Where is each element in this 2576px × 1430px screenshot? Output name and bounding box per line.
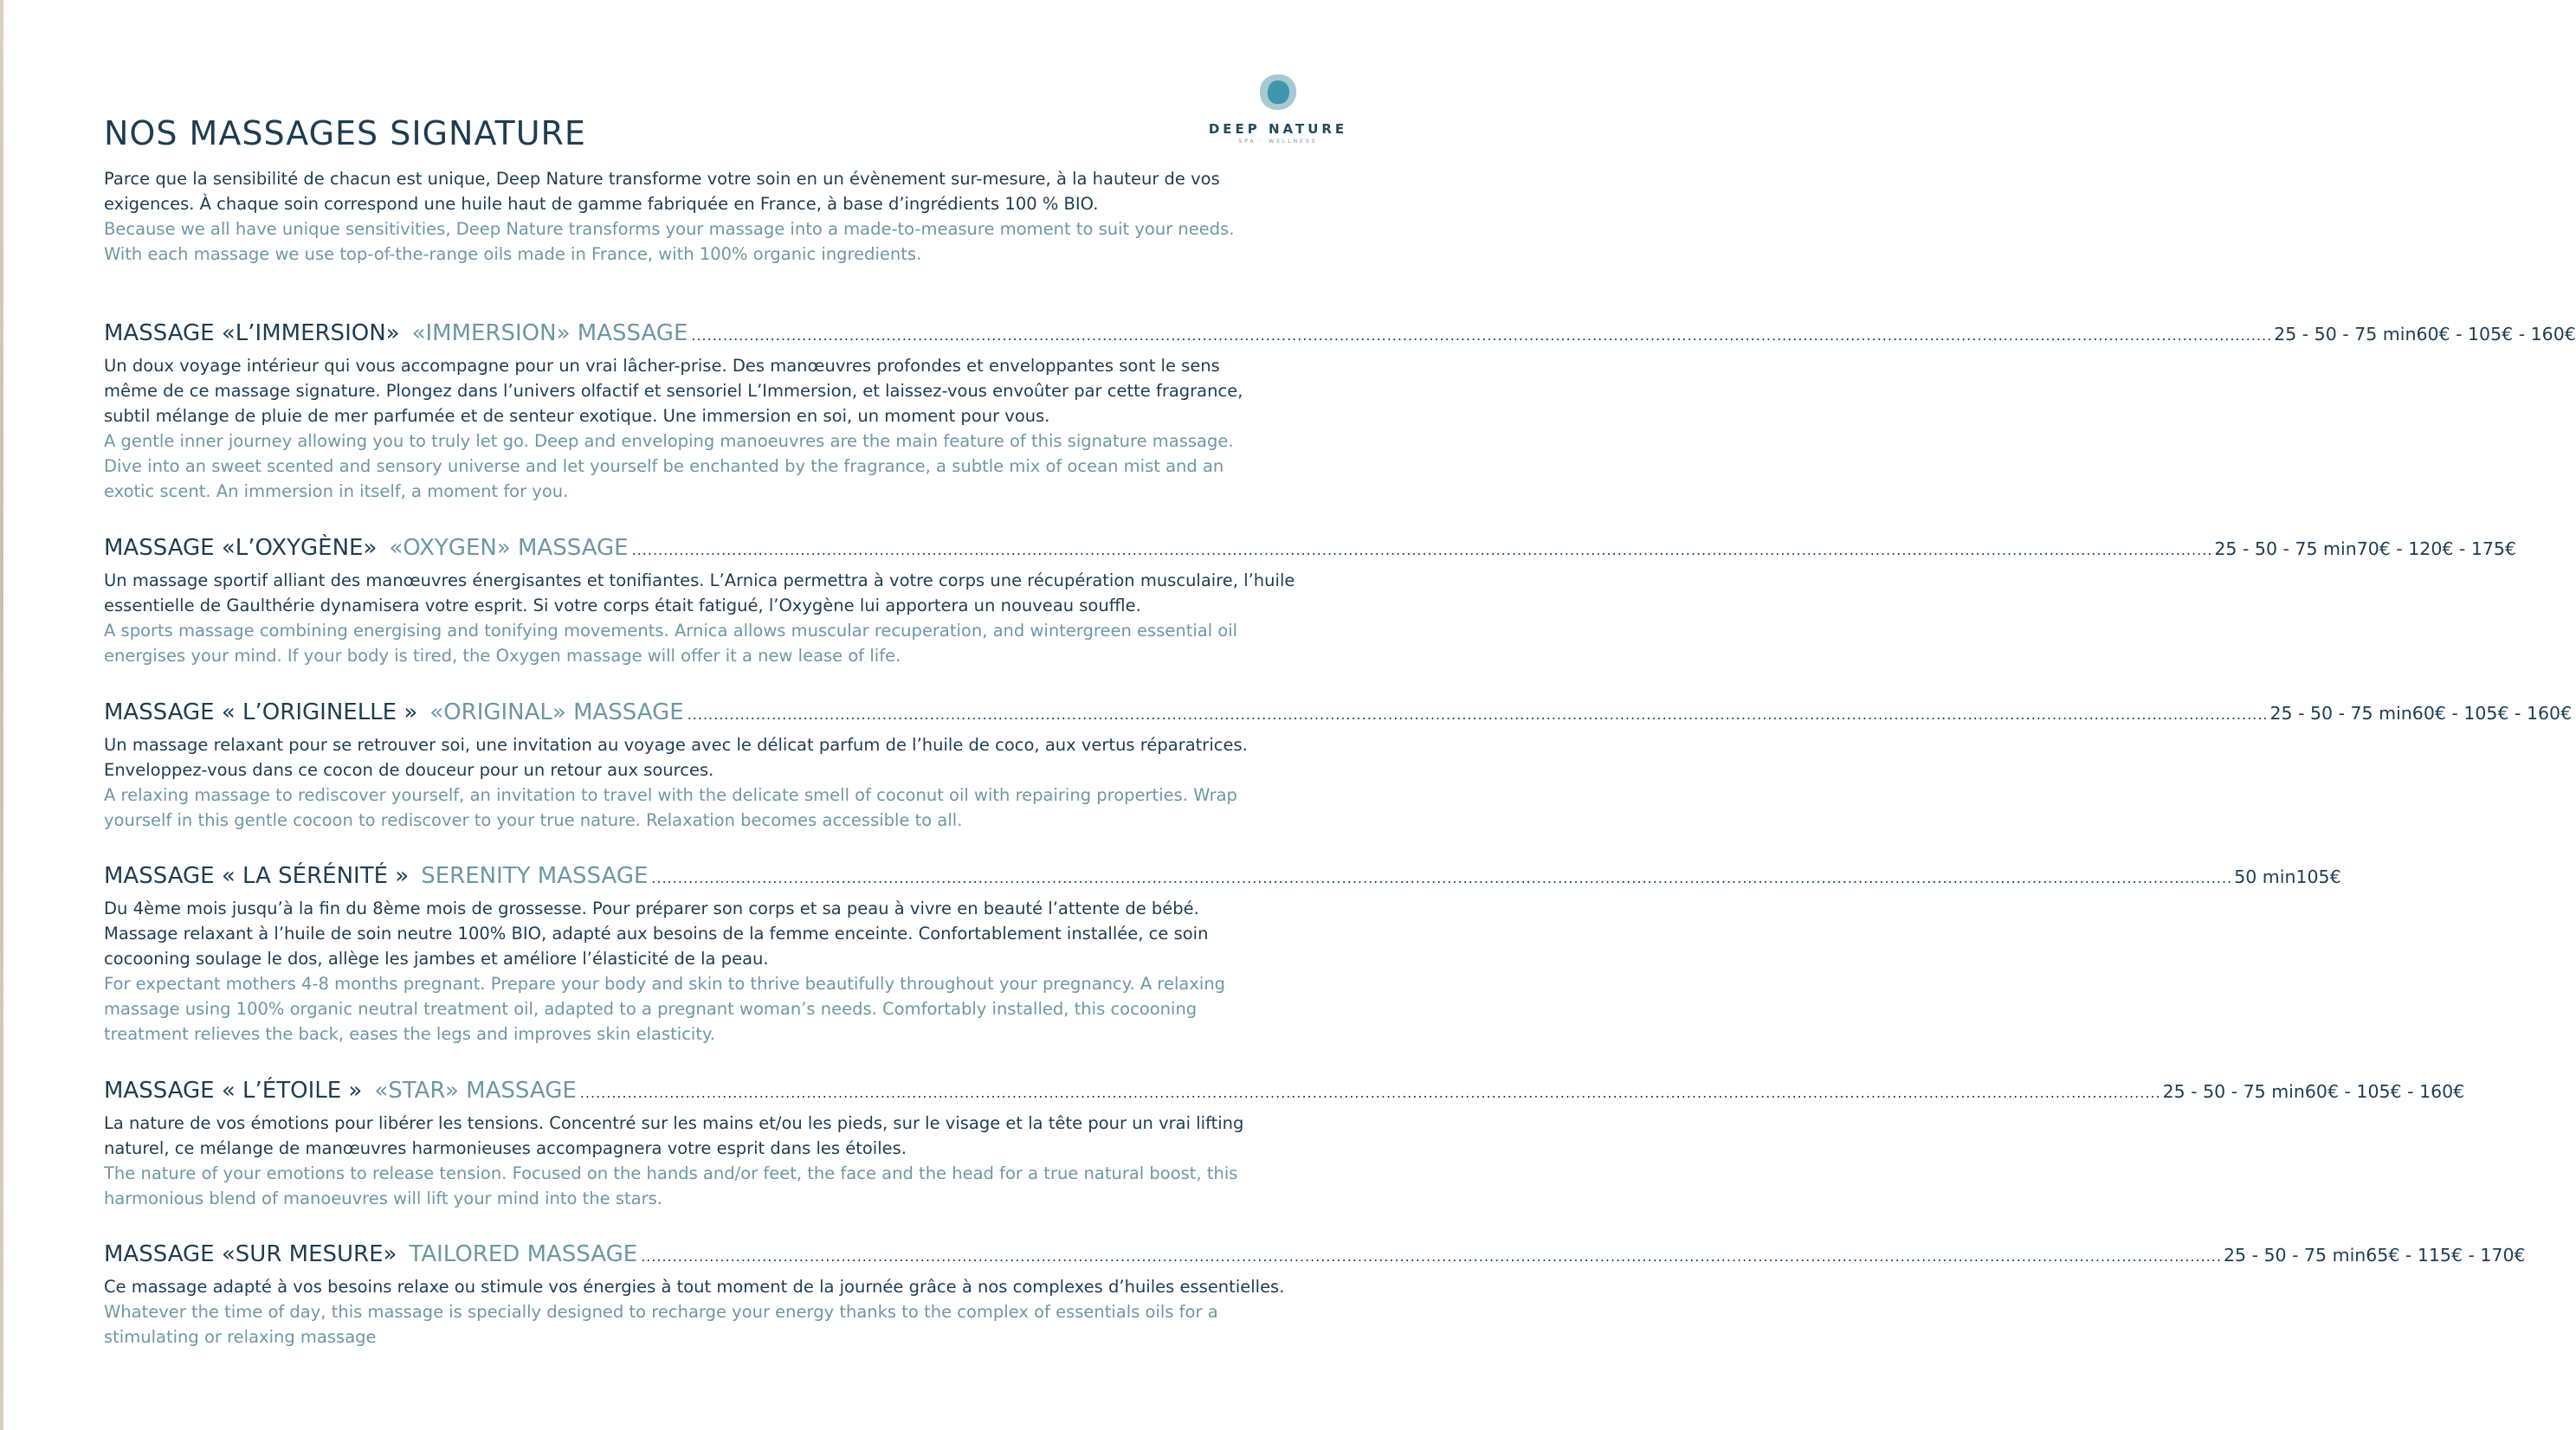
service-price: 60€ - 105€ - 160€ xyxy=(2411,703,2573,724)
description-en-line: treatment relieves the back, eases the legs and improves skin elasticity. xyxy=(104,1024,715,1044)
service-name-en: TAILORED MASSAGE xyxy=(409,1241,638,1267)
description-fr-line: Un massage sportif alliant des manœuvres énergisantes et tonifiantes. L’Arnica permettra à votre corps une récupération musculaire, l’huile xyxy=(104,570,1295,590)
service-header xyxy=(104,535,2517,568)
service-duration: 25 - 50 - 75 min xyxy=(2274,324,2417,345)
brand-logo xyxy=(1200,73,1356,151)
service-original xyxy=(104,699,2573,833)
description-fr-line: Du 4ème mois jusqu’à la fin du 8ème mois de grossesse. Pour préparer son corps et sa peau à vivre en beauté l’attente de bébé. xyxy=(104,899,1199,918)
service-duration: 50 min xyxy=(2234,866,2296,887)
service-header xyxy=(104,863,2341,896)
description-en-line: massage using 100% organic neutral treatment oil, adapted to a pregnant woman’s needs. Comfortably installed, this cocooning xyxy=(104,999,1198,1019)
service-name-fr: MASSAGE « L’ORIGINELLE » xyxy=(104,699,418,725)
service-duration: 25 - 50 - 75 min xyxy=(2162,1081,2305,1102)
service-name-en: SERENITY MASSAGE xyxy=(421,863,649,889)
description-en-line: A gentle inner journey allowing you to truly let go. Deep and enveloping manoeuvres are the main feature of this signature massage. xyxy=(104,431,1234,451)
service-price: 60€ - 105€ - 160€ xyxy=(2416,324,2576,345)
dot-leader: ............................................................................................................................................................................................................................................................................................................ xyxy=(651,870,2233,886)
description-fr-line: Ce massage adapté à vos besoins relaxe ou stimule vos énergies à tout moment de la journée grâce à nos complexes d’huiles essentielles. xyxy=(104,1277,1285,1297)
service-price: 60€ - 105€ - 160€ xyxy=(2304,1081,2465,1102)
service-oxygen xyxy=(104,535,2517,668)
description-fr-line: essentielle de Gaulthérie dynamisera votre esprit. Si votre corps était fatigué, l’Oxygène lui apportera un nouveau souffle. xyxy=(104,596,1141,615)
service-immersion xyxy=(104,320,2576,504)
page-title: NOS MASSAGES SIGNATURE xyxy=(104,114,586,152)
description-fr-line: cocooning soulage le dos, allège les jambes et améliore l’élasticité de la peau. xyxy=(104,949,769,969)
description-en-line: Whatever the time of day, this massage is specially designed to recharge your energy thanks to the complex of essentials oils for a xyxy=(104,1302,1218,1322)
dot-leader: ............................................................................................................................................................................................................................................................................................................ xyxy=(579,1085,2161,1101)
description-en-line: For expectant mothers 4-8 months pregnant. Prepare your body and skin to thrive beautifully throughout your pregnancy. A relaxing xyxy=(104,974,1226,994)
intro-fr-line: Parce que la sensibilité de chacun est unique, Deep Nature transforme votre soin en un évènement sur-mesure, à la hauteur de vos xyxy=(104,169,1220,189)
service-price: 105€ xyxy=(2295,866,2341,887)
intro-en-line: Because we all have unique sensitivities, Deep Nature transforms your massage into a made-to-measure moment to suit your needs. xyxy=(104,219,1235,239)
service-tailored xyxy=(104,1241,2526,1349)
description-en-line: yourself in this gentle cocoon to rediscover to your true nature. Relaxation becomes accessible to all. xyxy=(104,810,963,830)
description-en-line: The nature of your emotions to release tension. Focused on the hands and/or feet, the face and the head for a true natural boost, this xyxy=(104,1163,1238,1183)
intro-en-line: With each massage we use top-of-the-range oils made in France, with 100% organic ingredients. xyxy=(104,244,922,264)
service-name-fr: MASSAGE «L’IMMERSION» xyxy=(104,320,400,346)
service-header xyxy=(104,1078,2465,1111)
description-en-line: A relaxing massage to rediscover yourself, an invitation to travel with the delicate smell of coconut oil with repairing properties. Wrap xyxy=(104,785,1237,805)
brand-name: DEEP NATURE xyxy=(1208,121,1348,137)
service-price: 65€ - 115€ - 170€ xyxy=(2366,1245,2526,1266)
service-duration: 25 - 50 - 75 min xyxy=(2223,1245,2366,1266)
service-header xyxy=(104,320,2576,353)
description-fr-line: La nature de vos émotions pour libérer les tensions. Concentré sur les mains et/ou les pieds, sur le visage et la tête pour un vrai lifting xyxy=(104,1113,1244,1133)
service-name-en: «STAR» MASSAGE xyxy=(374,1078,577,1104)
service-name-fr: MASSAGE « L’ÉTOILE » xyxy=(104,1078,363,1104)
description-en-line: stimulating or relaxing massage xyxy=(104,1327,377,1347)
service-star xyxy=(104,1078,2465,1211)
description-en-line: harmonious blend of manoeuvres will lift your mind into the stars. xyxy=(104,1188,663,1208)
intro-fr-line: exigences. À chaque soin correspond une huile haut de gamme fabriquée en France, à base d’ingrédients 100 % BIO. xyxy=(104,194,1099,214)
dot-leader: ............................................................................................................................................................................................................................................................................................................ xyxy=(631,542,2213,558)
description-fr-line: naturel, ce mélange de manœuvres harmonieuses accompagnera votre esprit dans les étoiles. xyxy=(104,1138,907,1158)
description-fr-line: même de ce massage signature. Plongez dans l’univers olfactif et sensoriel L’Immersion, et laissez-vous envoûter par cette fragrance, xyxy=(104,381,1243,401)
intro xyxy=(104,166,1342,267)
service-name-en: «ORIGINAL» MASSAGE xyxy=(429,699,684,725)
service-name-fr: MASSAGE « LA SÉRÉNITÉ » xyxy=(104,863,410,889)
dot-leader: ............................................................................................................................................................................................................................................................................................................ xyxy=(687,706,2269,723)
brand-tagline: SPA · WELLNESS xyxy=(1238,138,1318,145)
description-fr-line: Un doux voyage intérieur qui vous accompagne pour un vrai lâcher-prise. Des manœuvres profondes et enveloppantes sont le sens xyxy=(104,356,1220,376)
service-duration: 25 - 50 - 75 min xyxy=(2214,538,2357,559)
description-fr-line: subtil mélange de pluie de mer parfumée et de senteur exotique. Une immersion en soi, un moment pour vous. xyxy=(104,406,1050,426)
service-name-fr: MASSAGE «L’OXYGÈNE» xyxy=(104,535,378,561)
dot-leader: ............................................................................................................................................................................................................................................................................................................ xyxy=(641,1248,2222,1265)
description-fr-line: Massage relaxant à l’huile de soin neutre 100% BIO, adapté aux besoins de la femme enceinte. Confortablement installée, ce soin xyxy=(104,924,1209,944)
service-name-en: «OXYGEN» MASSAGE xyxy=(389,535,629,561)
description-en-line: Dive into an sweet scented and sensory universe and let yourself be enchanted by the fragrance, a subtle mix of ocean mist and an xyxy=(104,456,1224,476)
service-price: 70€ - 120€ - 175€ xyxy=(2356,538,2517,559)
service-serenity xyxy=(104,863,2341,1047)
service-duration: 25 - 50 - 75 min xyxy=(2269,703,2412,724)
description-fr-line: Un massage relaxant pour se retrouver soi, une invitation au voyage avec le délicat parfum de l’huile de coco, aux vertus réparatrices. xyxy=(104,735,1248,755)
service-name-en: «IMMERSION» MASSAGE xyxy=(411,320,688,346)
description-fr-line: Enveloppez-vous dans ce cocon de douceur pour un retour aux sources. xyxy=(104,760,714,780)
service-name-fr: MASSAGE «SUR MESURE» xyxy=(104,1241,397,1267)
service-header xyxy=(104,699,2573,732)
description-en-line: A sports massage combining energising and tonifying movements. Arnica allows muscular recuperation, and wintergreen essential oil xyxy=(104,621,1238,641)
dot-leader: ............................................................................................................................................................................................................................................................................................................ xyxy=(691,327,2273,344)
service-header xyxy=(104,1241,2526,1274)
description-en-line: energises your mind. If your body is tired, the Oxygen massage will offer it a new lease of life. xyxy=(104,646,901,666)
description-en-line: exotic scent. An immersion in itself, a moment for you. xyxy=(104,481,569,501)
pebble-icon xyxy=(1257,73,1299,113)
